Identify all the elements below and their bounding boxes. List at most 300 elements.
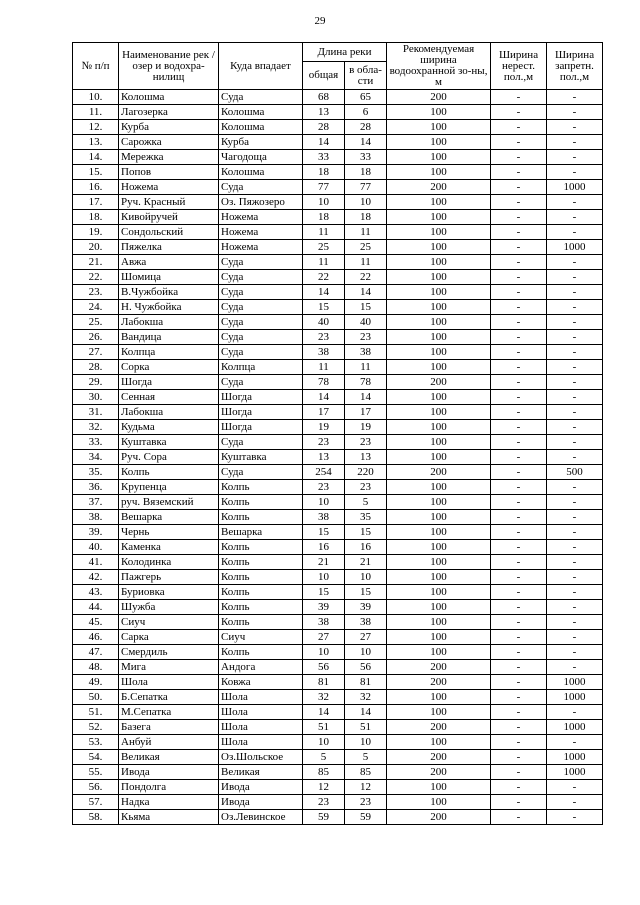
cell-flows-into: Колпь — [219, 480, 303, 495]
cell-length-total: 15 — [303, 585, 345, 600]
cell-name: Сенная — [119, 390, 219, 405]
cell-nonspawn-width: - — [491, 195, 547, 210]
table-row — [73, 120, 603, 135]
cell-num: 20. — [73, 240, 119, 255]
cell-num: 41. — [73, 555, 119, 570]
cell-zone-width: 100 — [387, 135, 491, 150]
cell-nonspawn-width: - — [491, 690, 547, 705]
table-row — [73, 180, 603, 195]
cell-name: Чернь — [119, 525, 219, 540]
cell-length-total: 17 — [303, 405, 345, 420]
cell-length-region: 12 — [345, 780, 387, 795]
cell-length-total: 11 — [303, 225, 345, 240]
cell-name: Смердиль — [119, 645, 219, 660]
table-row — [73, 330, 603, 345]
cell-length-total: 28 — [303, 120, 345, 135]
cell-nonspawn-width: - — [491, 465, 547, 480]
table-row — [73, 375, 603, 390]
cell-name: В.Чужбойка — [119, 285, 219, 300]
cell-nonspawn-width: - — [491, 495, 547, 510]
cell-length-total: 16 — [303, 540, 345, 555]
cell-length-total: 10 — [303, 570, 345, 585]
cell-name: Колпца — [119, 345, 219, 360]
cell-forbidden-width: - — [547, 390, 603, 405]
cell-zone-width: 100 — [387, 585, 491, 600]
cell-zone-width: 200 — [387, 180, 491, 195]
cell-flows-into: Суда — [219, 255, 303, 270]
cell-nonspawn-width: - — [491, 570, 547, 585]
cell-flows-into: Сиуч — [219, 630, 303, 645]
cell-zone-width: 100 — [387, 150, 491, 165]
cell-forbidden-width: - — [547, 570, 603, 585]
cell-num: 58. — [73, 810, 119, 825]
cell-flows-into: Суда — [219, 315, 303, 330]
cell-length-region: 11 — [345, 255, 387, 270]
cell-num: 46. — [73, 630, 119, 645]
cell-num: 32. — [73, 420, 119, 435]
cell-forbidden-width: - — [547, 555, 603, 570]
cell-length-region: 11 — [345, 360, 387, 375]
cell-num: 52. — [73, 720, 119, 735]
cell-flows-into: Колпь — [219, 585, 303, 600]
cell-num: 11. — [73, 105, 119, 120]
table-row — [73, 405, 603, 420]
table-row — [73, 195, 603, 210]
cell-nonspawn-width: - — [491, 615, 547, 630]
cell-zone-width: 200 — [387, 765, 491, 780]
cell-length-total: 18 — [303, 210, 345, 225]
cell-name: Б.Сепатка — [119, 690, 219, 705]
cell-flows-into: Суда — [219, 345, 303, 360]
cell-nonspawn-width: - — [491, 330, 547, 345]
cell-length-region: 14 — [345, 285, 387, 300]
cell-length-region: 32 — [345, 690, 387, 705]
cell-zone-width: 100 — [387, 240, 491, 255]
cell-name: Колошма — [119, 90, 219, 105]
table-row — [73, 435, 603, 450]
cell-nonspawn-width: - — [491, 675, 547, 690]
cell-forbidden-width: - — [547, 645, 603, 660]
cell-num: 25. — [73, 315, 119, 330]
table-row — [73, 780, 603, 795]
cell-forbidden-width: - — [547, 780, 603, 795]
cell-num: 16. — [73, 180, 119, 195]
cell-num: 55. — [73, 765, 119, 780]
cell-length-region: 77 — [345, 180, 387, 195]
cell-flows-into: Суда — [219, 285, 303, 300]
cell-nonspawn-width: - — [491, 510, 547, 525]
cell-flows-into: Колпца — [219, 360, 303, 375]
cell-flows-into: Суда — [219, 180, 303, 195]
header-length-region: в обла-сти — [345, 62, 387, 90]
header-zone-width: Рекомендуемая ширина водоохранной зо-ны, м — [387, 43, 491, 90]
cell-nonspawn-width: - — [491, 390, 547, 405]
cell-length-region: 11 — [345, 225, 387, 240]
cell-length-region: 38 — [345, 615, 387, 630]
cell-flows-into: Суда — [219, 375, 303, 390]
cell-nonspawn-width: - — [491, 450, 547, 465]
cell-flows-into: Суда — [219, 330, 303, 345]
cell-length-total: 14 — [303, 135, 345, 150]
cell-length-region: 10 — [345, 195, 387, 210]
table-row — [73, 210, 603, 225]
cell-nonspawn-width: - — [491, 150, 547, 165]
cell-forbidden-width: - — [547, 630, 603, 645]
cell-zone-width: 100 — [387, 435, 491, 450]
cell-forbidden-width: - — [547, 810, 603, 825]
rivers-table — [72, 42, 603, 825]
cell-flows-into: Оз. Пяжозеро — [219, 195, 303, 210]
cell-nonspawn-width: - — [491, 480, 547, 495]
cell-flows-into: Куштавка — [219, 450, 303, 465]
cell-forbidden-width: 1000 — [547, 180, 603, 195]
cell-num: 12. — [73, 120, 119, 135]
cell-flows-into: Суда — [219, 90, 303, 105]
cell-num: 10. — [73, 90, 119, 105]
cell-length-region: 23 — [345, 480, 387, 495]
cell-length-region: 21 — [345, 555, 387, 570]
cell-name: Анбуй — [119, 735, 219, 750]
cell-forbidden-width: - — [547, 510, 603, 525]
cell-length-region: 6 — [345, 105, 387, 120]
cell-name: Надка — [119, 795, 219, 810]
cell-zone-width: 100 — [387, 525, 491, 540]
table-row — [73, 540, 603, 555]
cell-length-region: 85 — [345, 765, 387, 780]
cell-num: 40. — [73, 540, 119, 555]
cell-forbidden-width: - — [547, 300, 603, 315]
cell-length-total: 12 — [303, 780, 345, 795]
cell-zone-width: 100 — [387, 195, 491, 210]
cell-nonspawn-width: - — [491, 120, 547, 135]
cell-flows-into: Ивода — [219, 795, 303, 810]
cell-zone-width: 100 — [387, 600, 491, 615]
cell-nonspawn-width: - — [491, 525, 547, 540]
cell-name: Ивода — [119, 765, 219, 780]
table-row — [73, 750, 603, 765]
cell-zone-width: 200 — [387, 810, 491, 825]
cell-num: 37. — [73, 495, 119, 510]
table-row — [73, 585, 603, 600]
cell-length-region: 13 — [345, 450, 387, 465]
cell-flows-into: Великая — [219, 765, 303, 780]
cell-forbidden-width: 1000 — [547, 765, 603, 780]
cell-name: Лагозерка — [119, 105, 219, 120]
cell-length-total: 40 — [303, 315, 345, 330]
cell-zone-width: 100 — [387, 690, 491, 705]
cell-length-total: 11 — [303, 360, 345, 375]
cell-nonspawn-width: - — [491, 255, 547, 270]
cell-zone-width: 200 — [387, 660, 491, 675]
cell-zone-width: 100 — [387, 330, 491, 345]
cell-num: 56. — [73, 780, 119, 795]
cell-name: Кьяма — [119, 810, 219, 825]
cell-length-total: 19 — [303, 420, 345, 435]
cell-length-total: 25 — [303, 240, 345, 255]
cell-length-total: 56 — [303, 660, 345, 675]
cell-length-region: 19 — [345, 420, 387, 435]
cell-zone-width: 100 — [387, 510, 491, 525]
table-row — [73, 420, 603, 435]
cell-nonspawn-width: - — [491, 285, 547, 300]
cell-length-region: 27 — [345, 630, 387, 645]
cell-nonspawn-width: - — [491, 705, 547, 720]
cell-length-region: 18 — [345, 210, 387, 225]
cell-num: 21. — [73, 255, 119, 270]
table-row — [73, 720, 603, 735]
table-row — [73, 660, 603, 675]
cell-flows-into: Шогда — [219, 390, 303, 405]
cell-forbidden-width: - — [547, 795, 603, 810]
cell-nonspawn-width: - — [491, 165, 547, 180]
cell-length-total: 68 — [303, 90, 345, 105]
cell-flows-into: Колпь — [219, 510, 303, 525]
table-row — [73, 360, 603, 375]
cell-length-total: 10 — [303, 495, 345, 510]
cell-nonspawn-width: - — [491, 225, 547, 240]
cell-flows-into: Колпь — [219, 495, 303, 510]
cell-length-total: 14 — [303, 705, 345, 720]
cell-zone-width: 100 — [387, 405, 491, 420]
cell-length-region: 18 — [345, 165, 387, 180]
cell-flows-into: Ножема — [219, 210, 303, 225]
cell-name: Лабокша — [119, 315, 219, 330]
cell-num: 28. — [73, 360, 119, 375]
cell-forbidden-width: - — [547, 120, 603, 135]
cell-length-region: 10 — [345, 735, 387, 750]
cell-flows-into: Шогда — [219, 420, 303, 435]
cell-name: Буриовка — [119, 585, 219, 600]
cell-forbidden-width: - — [547, 90, 603, 105]
cell-length-total: 15 — [303, 300, 345, 315]
cell-num: 15. — [73, 165, 119, 180]
cell-name: Мига — [119, 660, 219, 675]
cell-num: 38. — [73, 510, 119, 525]
cell-name: Крупенца — [119, 480, 219, 495]
cell-nonspawn-width: - — [491, 270, 547, 285]
cell-flows-into: Вешарка — [219, 525, 303, 540]
cell-length-region: 78 — [345, 375, 387, 390]
cell-zone-width: 100 — [387, 270, 491, 285]
cell-num: 51. — [73, 705, 119, 720]
cell-length-region: 59 — [345, 810, 387, 825]
cell-name: Руч. Сора — [119, 450, 219, 465]
cell-nonspawn-width: - — [491, 750, 547, 765]
cell-zone-width: 100 — [387, 105, 491, 120]
cell-forbidden-width: - — [547, 345, 603, 360]
cell-flows-into: Чагодоща — [219, 150, 303, 165]
cell-nonspawn-width: - — [491, 645, 547, 660]
cell-length-total: 23 — [303, 330, 345, 345]
cell-forbidden-width: - — [547, 255, 603, 270]
cell-forbidden-width: - — [547, 480, 603, 495]
table-row — [73, 600, 603, 615]
cell-num: 44. — [73, 600, 119, 615]
cell-flows-into: Ковжа — [219, 675, 303, 690]
cell-name: Пяжелка — [119, 240, 219, 255]
cell-zone-width: 100 — [387, 480, 491, 495]
cell-forbidden-width: - — [547, 135, 603, 150]
cell-length-region: 15 — [345, 300, 387, 315]
cell-nonspawn-width: - — [491, 105, 547, 120]
cell-name: Колпь — [119, 465, 219, 480]
cell-length-total: 59 — [303, 810, 345, 825]
cell-zone-width: 100 — [387, 450, 491, 465]
cell-flows-into: Колошма — [219, 120, 303, 135]
table-row — [73, 645, 603, 660]
cell-zone-width: 100 — [387, 705, 491, 720]
cell-flows-into: Колпь — [219, 615, 303, 630]
cell-num: 23. — [73, 285, 119, 300]
table-row — [73, 795, 603, 810]
cell-zone-width: 100 — [387, 255, 491, 270]
table-row — [73, 555, 603, 570]
cell-length-total: 21 — [303, 555, 345, 570]
cell-length-total: 23 — [303, 480, 345, 495]
cell-forbidden-width: - — [547, 285, 603, 300]
cell-length-total: 10 — [303, 735, 345, 750]
cell-nonspawn-width: - — [491, 810, 547, 825]
cell-nonspawn-width: - — [491, 540, 547, 555]
cell-length-region: 14 — [345, 390, 387, 405]
cell-forbidden-width: - — [547, 375, 603, 390]
cell-nonspawn-width: - — [491, 765, 547, 780]
cell-nonspawn-width: - — [491, 300, 547, 315]
cell-zone-width: 100 — [387, 120, 491, 135]
cell-name: Пажгерь — [119, 570, 219, 585]
cell-forbidden-width: - — [547, 435, 603, 450]
cell-forbidden-width: 1000 — [547, 720, 603, 735]
cell-zone-width: 100 — [387, 630, 491, 645]
cell-zone-width: 100 — [387, 795, 491, 810]
table-row — [73, 765, 603, 780]
cell-flows-into: Суда — [219, 435, 303, 450]
cell-name: Пондолга — [119, 780, 219, 795]
cell-zone-width: 100 — [387, 735, 491, 750]
cell-length-region: 35 — [345, 510, 387, 525]
cell-name: Каменка — [119, 540, 219, 555]
cell-zone-width: 100 — [387, 165, 491, 180]
cell-length-total: 22 — [303, 270, 345, 285]
header-name: Наименование рек / озер и водохра-нилищ — [119, 43, 219, 90]
cell-num: 39. — [73, 525, 119, 540]
cell-num: 14. — [73, 150, 119, 165]
cell-forbidden-width: - — [547, 735, 603, 750]
cell-length-total: 77 — [303, 180, 345, 195]
cell-length-region: 5 — [345, 750, 387, 765]
table-row — [73, 240, 603, 255]
cell-length-region: 40 — [345, 315, 387, 330]
cell-length-total: 18 — [303, 165, 345, 180]
table-row — [73, 465, 603, 480]
cell-forbidden-width: - — [547, 195, 603, 210]
cell-name: Кудьма — [119, 420, 219, 435]
cell-name: Шужба — [119, 600, 219, 615]
cell-zone-width: 200 — [387, 375, 491, 390]
table-row — [73, 90, 603, 105]
cell-zone-width: 100 — [387, 645, 491, 660]
cell-num: 49. — [73, 675, 119, 690]
cell-zone-width: 100 — [387, 360, 491, 375]
cell-name: Сиуч — [119, 615, 219, 630]
cell-flows-into: Колпь — [219, 570, 303, 585]
cell-zone-width: 100 — [387, 210, 491, 225]
cell-flows-into: Колошма — [219, 105, 303, 120]
cell-length-region: 38 — [345, 345, 387, 360]
cell-zone-width: 100 — [387, 540, 491, 555]
cell-zone-width: 100 — [387, 555, 491, 570]
cell-name: Шогда — [119, 375, 219, 390]
cell-name: Шомица — [119, 270, 219, 285]
cell-nonspawn-width: - — [491, 435, 547, 450]
cell-length-total: 33 — [303, 150, 345, 165]
cell-length-region: 14 — [345, 135, 387, 150]
header-length-total: общая — [303, 62, 345, 90]
cell-name: Колодинка — [119, 555, 219, 570]
cell-forbidden-width: - — [547, 270, 603, 285]
cell-forbidden-width: - — [547, 315, 603, 330]
cell-forbidden-width: 1000 — [547, 675, 603, 690]
cell-forbidden-width: 1000 — [547, 750, 603, 765]
cell-length-region: 10 — [345, 645, 387, 660]
cell-name: Сондольский — [119, 225, 219, 240]
cell-name: Великая — [119, 750, 219, 765]
header-flows-into: Куда впадает — [219, 43, 303, 90]
cell-length-region: 220 — [345, 465, 387, 480]
cell-nonspawn-width: - — [491, 555, 547, 570]
table-row — [73, 675, 603, 690]
cell-num: 27. — [73, 345, 119, 360]
table-row — [73, 390, 603, 405]
table-row — [73, 150, 603, 165]
cell-zone-width: 200 — [387, 90, 491, 105]
cell-length-total: 23 — [303, 795, 345, 810]
cell-flows-into: Оз.Шольское — [219, 750, 303, 765]
cell-length-region: 17 — [345, 405, 387, 420]
cell-flows-into: Шола — [219, 705, 303, 720]
cell-length-total: 14 — [303, 285, 345, 300]
cell-num: 48. — [73, 660, 119, 675]
cell-flows-into: Колпь — [219, 540, 303, 555]
header-nonspawn-width: Ширина нерест. пол.,м — [491, 43, 547, 90]
cell-flows-into: Андога — [219, 660, 303, 675]
cell-name: М.Сепатка — [119, 705, 219, 720]
table-row — [73, 510, 603, 525]
cell-forbidden-width: 500 — [547, 465, 603, 480]
cell-flows-into: Суда — [219, 465, 303, 480]
cell-length-total: 85 — [303, 765, 345, 780]
cell-forbidden-width: - — [547, 360, 603, 375]
cell-length-total: 254 — [303, 465, 345, 480]
cell-nonspawn-width: - — [491, 210, 547, 225]
cell-nonspawn-width: - — [491, 90, 547, 105]
cell-length-region: 15 — [345, 525, 387, 540]
cell-forbidden-width: - — [547, 450, 603, 465]
cell-num: 33. — [73, 435, 119, 450]
cell-num: 22. — [73, 270, 119, 285]
cell-num: 30. — [73, 390, 119, 405]
cell-forbidden-width: - — [547, 615, 603, 630]
cell-length-region: 23 — [345, 795, 387, 810]
cell-nonspawn-width: - — [491, 630, 547, 645]
cell-length-region: 39 — [345, 600, 387, 615]
cell-flows-into: Колпь — [219, 555, 303, 570]
cell-length-total: 51 — [303, 720, 345, 735]
cell-flows-into: Ножема — [219, 240, 303, 255]
cell-zone-width: 100 — [387, 495, 491, 510]
cell-zone-width: 200 — [387, 750, 491, 765]
cell-forbidden-width: - — [547, 165, 603, 180]
